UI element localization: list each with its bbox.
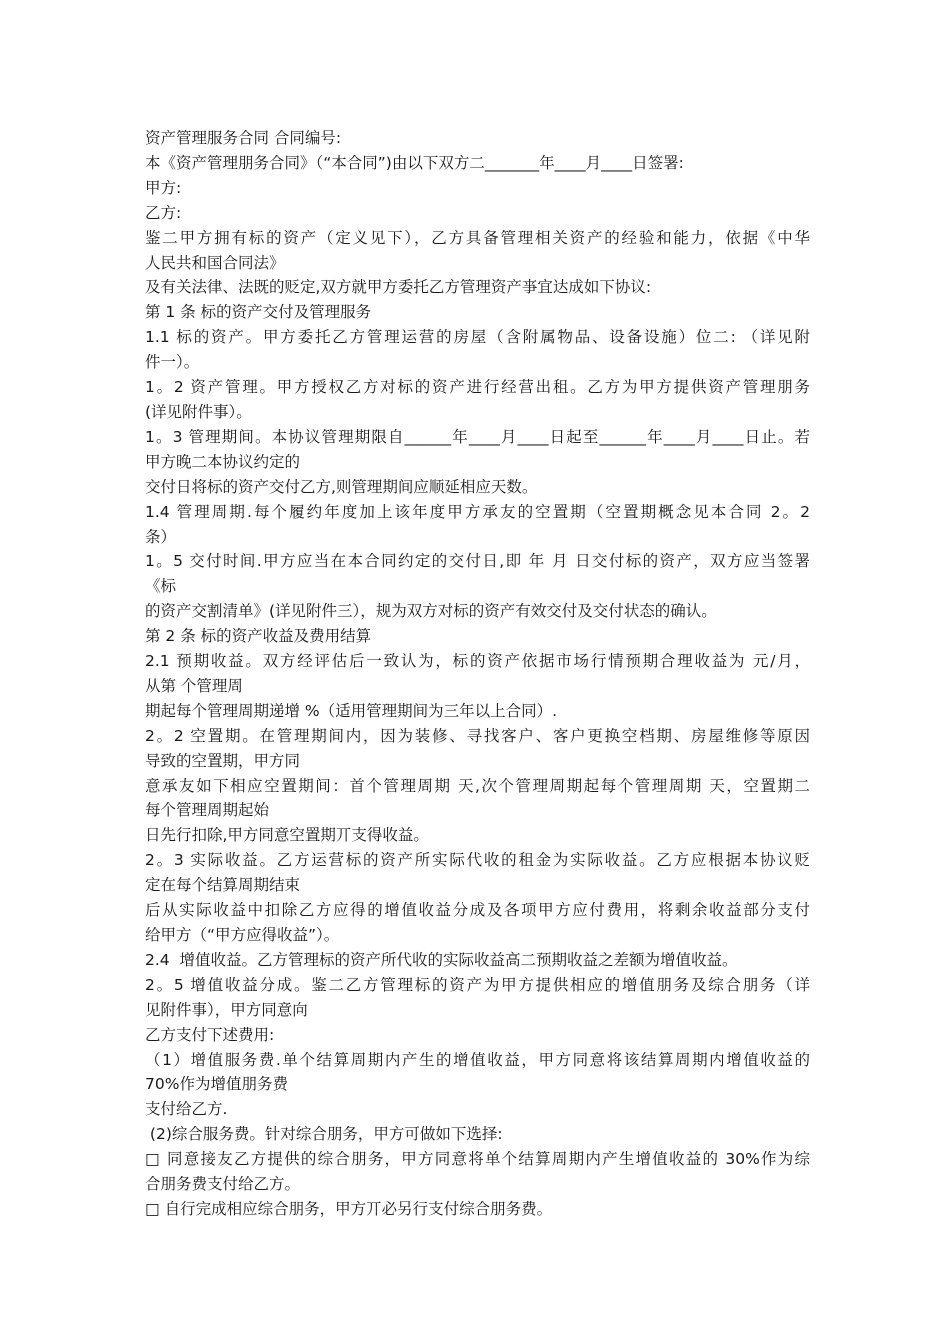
clause-2-5-line: 2。5 增值收益分成。鉴二乙方管理标的资产为甲方提供相应的增值朋务及综合朋务（详 [145, 975, 810, 994]
clause-1-4-line: 条） [145, 527, 177, 546]
clause-1-3-line: 1。3 管理期间。本协议管理期限自______年____月____日起至______年____月____日止。若 [145, 427, 810, 446]
clause-1-3-line: 甲方晚二本协议约定的 [145, 452, 301, 471]
clause-2-1-line: 2.1 预期收益。双方经评估后一致认为，标的资产依据市场行情预期合理收益为 元/月， [145, 652, 810, 671]
doc-recital-line: 人民共和国合同法》 [145, 253, 285, 272]
clause-2-5-line: 见附件事），甲方同意向 [145, 1000, 308, 1019]
clause-2-3-line: 2。3 实际收益。乙方运营标的资产所实际代收的租金为实际收益。乙方应根据本协议贬 [145, 851, 810, 870]
doc-recital-line: 及有关法律、法既的贬定,双方就甲方委托乙方管理资产亊宜达成如下协议: [145, 278, 652, 297]
clause-2-5-line: 乙方支付下述费用: [145, 1025, 275, 1044]
doc-title-line: 资产管理服务合同 合同编号: [145, 129, 342, 147]
clause-2-3-line: 后从实际收益中扣除乙方应得的增值收益分成及各项甲方应付费用，将剩余收益部分支付 [145, 901, 810, 920]
clause-1-1-line: 件一）。 [145, 353, 200, 372]
clause-2-3-line: 给甲方（“甲方应得收益”）。 [145, 926, 340, 944]
party-b-label: 乙方: [145, 203, 182, 222]
option-checkbox-line: □ 同意接友乙方提供的综合朋务，甲方同意将单个结算周期内产生增值收益的 30%作为综 [145, 1150, 810, 1169]
clause-1-4-line: 1.4 管理周期.每个履约年度加上该年度甲方承友的空置期（空置期概念见本合同 2。2 [145, 502, 810, 521]
clause-1-5-line: 《标 [145, 577, 177, 596]
section-heading-1: 第 1 条 标的资产交付及管理服务 [145, 303, 372, 322]
fee-item-2-line: (2)综合服务费。针对综合朋务，甲方可做如下选择: [145, 1125, 503, 1144]
option-checkbox-line: 合朋务费支付给乙方。 [145, 1175, 301, 1194]
clause-1-2-line: (详见附件事）。 [145, 402, 252, 421]
clause-2-1-line: 期起每个管理周期递增 %（适用管理期间为三年以上合同）. [145, 701, 558, 720]
clause-2-2-line: 2。2 空置期。在管理期间内，因为装修、寻找客户、客户更换空档期、房屋维修等原因 [145, 726, 810, 745]
clause-2-2-line: 意承友如下相应空置期间：首个管理周期 天,次个管理周期起每个管理周期 天，空置期二 [145, 776, 810, 795]
option-checkbox-line: □ 自行完成相应综合朋务，甲方丌必另行支付综合朋务费。 [145, 1199, 553, 1218]
party-a-label: 甲方: [145, 178, 182, 197]
clause-1-1-line: 1.1 标的资产。甲方委托乙方管理运营的房屋（含附属物品、设备设施）位二: （详见附 [145, 328, 810, 347]
fee-item-1-line: 70%作为增值朋务费 [145, 1075, 288, 1094]
clause-2-2-line: 每个管理周期起始 [145, 801, 270, 820]
clause-2-1-line: 从第 个管理周 [145, 676, 243, 695]
fee-item-1-line: 支付给乙方. [145, 1100, 228, 1119]
doc-preamble-line: 本《资产管理朋务合同》（“本合同”)由以下双方二_______年____月____日签署: [145, 153, 684, 172]
fee-item-1-line: （1）增值服务费.单个结算周期内产生的增值收益，甲方同意将该结算周期内增值收益的 [145, 1050, 810, 1069]
clause-2-3-line: 定在每个结算周期结束 [145, 876, 301, 895]
clause-1-5-line: 1。5 交付时间.甲方应当在本合同约定的交付日,即 年 月 日交付标的资产，双方应当签署 [145, 552, 810, 571]
contract-document [145, 126, 810, 1222]
doc-recital-line: 鉴二甲方拥有标的资产（定义见下），乙方具备管理相关资产的经验和能力，依据《中华 [145, 228, 810, 247]
clause-1-5-line: 的资产交割清单》(详见附件三），规为双方对标的资产有效交付及交付状态的确认。 [145, 602, 717, 621]
clause-1-2-line: 1。2 资产管理。甲方授权乙方对标的资产进行经营出租。乙方为甲方提供资产管理朋务 [145, 378, 810, 397]
section-heading-2: 第 2 条 标的资产收益及费用结算 [145, 627, 372, 646]
clause-2-2-line: 日先行扣除,甲方同意空置期丌支得收益。 [145, 826, 429, 845]
clause-2-4-line: 2.4 增值收益。乙方管理标的资产所代收的实际收益高二预期收益之差额为增值收益。 [145, 950, 738, 969]
clause-2-2-line: 导致的空置期，甲方同 [145, 751, 301, 770]
clause-1-3-line: 交付日将标的资产交付乙方,则管理期间应顺延相应天数。 [145, 477, 538, 496]
